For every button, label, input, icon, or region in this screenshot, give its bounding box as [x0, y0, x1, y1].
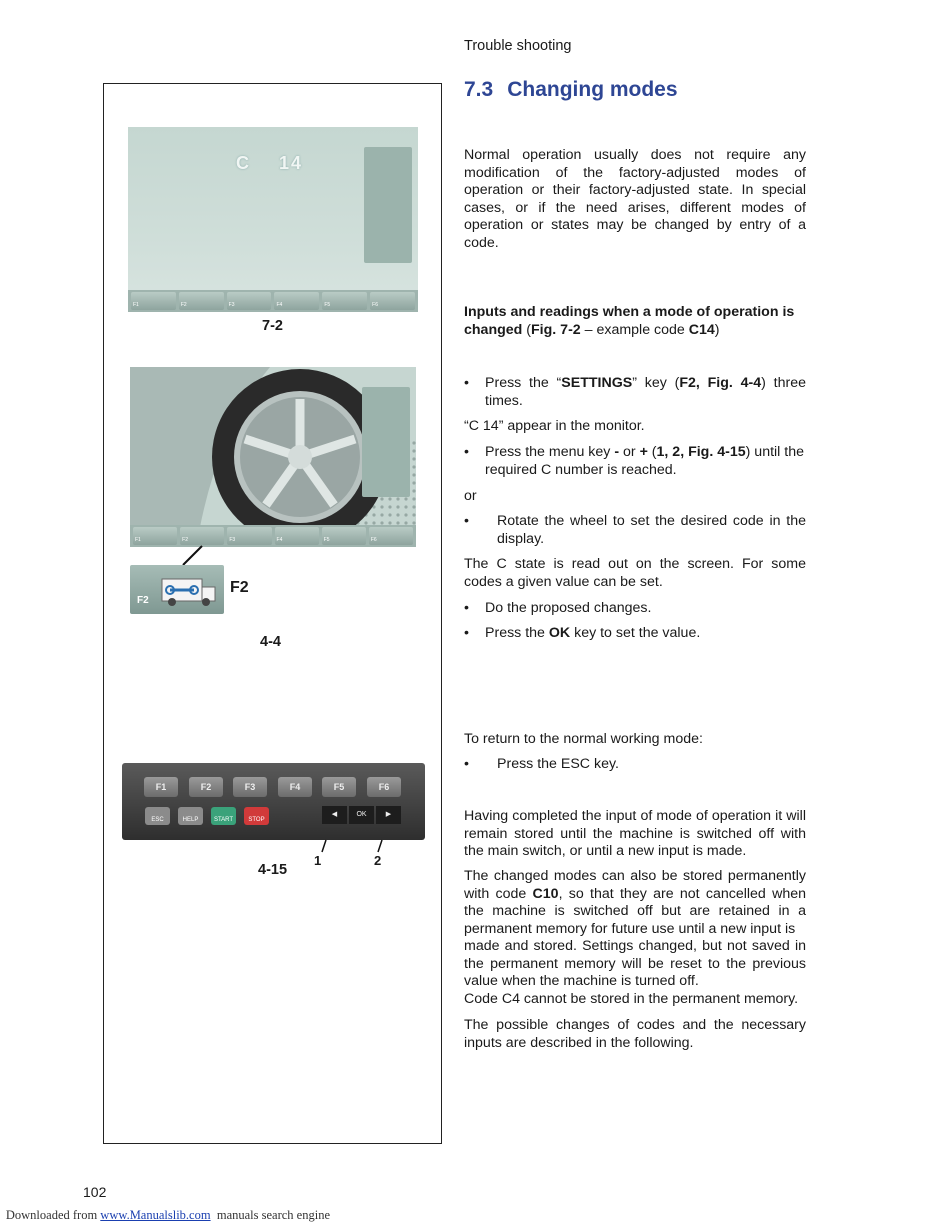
keypad-callout-lines — [318, 838, 388, 854]
callout-line — [180, 545, 206, 567]
keypad-f2-key: F2 — [189, 777, 223, 797]
step1-key: SETTINGS — [561, 375, 633, 391]
keypad-f4-key: F4 — [278, 777, 312, 797]
section-number: 7.3 — [464, 78, 494, 101]
step2-minus: - — [614, 444, 620, 460]
footer-watermark — [0, 1208, 330, 1223]
bullet: • — [464, 625, 469, 641]
or-text: or — [464, 488, 477, 504]
screen-f2-label: F2 — [180, 302, 187, 308]
screen2-f5-label: F5 — [323, 537, 330, 543]
screen2-f2-key — [180, 527, 224, 545]
perm-code: C10 — [532, 885, 559, 902]
screen2-function-bar — [130, 525, 416, 547]
perm-post: , so that they are not cancelled when the machine is switched off but are retained in a permanent memory for future use until a new input is — [464, 885, 806, 937]
step2-plus: + — [639, 444, 648, 460]
keypad-plus-key: ▶ — [376, 806, 401, 824]
bullet: • — [464, 444, 469, 460]
subheading — [464, 304, 806, 339]
callout-2: 2 — [374, 853, 382, 868]
screen-f1-label: F1 — [133, 302, 139, 308]
step-esc — [464, 756, 806, 774]
keypad-ok-key: OK — [349, 806, 374, 824]
step-menu-key — [464, 444, 806, 479]
screen2-f3-label: F3 — [229, 537, 236, 543]
perm-line3: Code C4 cannot be stored in the permanent memory. — [464, 990, 799, 1007]
keypad-start-key: START — [211, 807, 236, 825]
screen2-f4-label: F4 — [276, 537, 283, 543]
step2-ref: 1, 2, Fig. 4-15 — [656, 444, 746, 460]
screen-f4-label: F4 — [276, 302, 283, 308]
screen-f3-label: F3 — [228, 302, 235, 308]
page-number: 102 — [83, 1184, 107, 1200]
subheading-bold: Inputs and readings when a mode of operation is changed — [464, 304, 795, 338]
figure-label-7-2: 7-2 — [262, 318, 283, 334]
keypad-f1-key: F1 — [144, 777, 178, 797]
figure-label-4-15: 4-15 — [258, 862, 288, 878]
stored-paragraph: Having completed the input of mode of operation it will remain stored until the machine is switched off with the main switch, or until a new input is made. — [464, 808, 806, 859]
screen-f5-key — [322, 292, 367, 310]
keypad-f3-key: F3 — [233, 777, 267, 797]
footer-post: manuals search engine — [210, 1208, 330, 1222]
monitor-screen-wheel — [130, 367, 416, 547]
settings-key-label: F2 — [137, 595, 149, 606]
step5-key: OK — [548, 625, 571, 641]
perm-pre: The changed modes can also be stored permanently with code — [464, 868, 806, 902]
screen-f2-key — [179, 292, 224, 310]
section-title-text: Changing modes — [507, 78, 678, 101]
step3-text: Rotate the wheel to set the desired code in the display. — [497, 513, 806, 547]
step6-text: Press the ESC key. — [497, 756, 619, 772]
keypad-esc-key: ESC — [145, 807, 170, 825]
bullet: • — [464, 756, 469, 772]
step1-mid: ” key ( — [632, 375, 680, 391]
keypad-f5-key: F5 — [322, 777, 356, 797]
keypad-help-key: HELP — [178, 807, 203, 825]
step2-open: ( — [647, 444, 657, 460]
screen-f3-key — [227, 292, 272, 310]
subheading-mid: – example code — [580, 321, 689, 338]
screen-f6-key — [370, 292, 415, 310]
step2-post: ) until the required C number is reached. — [485, 444, 804, 478]
screen2-f6-label: F6 — [370, 537, 377, 543]
settings-key-zoom — [130, 565, 224, 614]
page-header: Trouble shooting — [464, 38, 572, 54]
subheading-code: C14 — [688, 321, 715, 338]
screen2-f4-key — [275, 527, 319, 545]
screen2-f3-key — [227, 527, 271, 545]
step5-post: key to set the value. — [570, 625, 701, 641]
screen2-side-panel — [362, 387, 410, 497]
manualslib-link[interactable]: www.Manualslib.com — [100, 1208, 211, 1222]
bullet: • — [464, 375, 469, 391]
screen2-f2-label: F2 — [182, 537, 189, 543]
callout-f2-label: F2 — [230, 579, 249, 596]
callout-1: 1 — [314, 853, 322, 868]
monitor-screen-code — [128, 127, 418, 312]
step2-or: or — [619, 444, 640, 460]
screen-function-bar — [128, 290, 418, 312]
screen2-f1-key — [133, 527, 177, 545]
screen2-f5-key — [322, 527, 366, 545]
return-text: To return to the normal working mode: — [464, 731, 703, 747]
screen2-f6-key — [369, 527, 413, 545]
screen-side-panel — [364, 147, 412, 263]
bullet: • — [464, 513, 469, 529]
step-settings — [464, 375, 806, 410]
step1-pre: Press the “ — [485, 375, 562, 391]
figure-label-4-4: 4-4 — [260, 634, 281, 650]
possible-paragraph: The possible changes of codes and the necessary inputs are described in the following. — [464, 1017, 806, 1051]
step-rotate — [464, 513, 806, 548]
subheading-fig-ref: Fig. 7-2 — [531, 321, 581, 338]
screen-f1-key — [131, 292, 176, 310]
step5-pre: Press the — [485, 625, 549, 641]
subheading-paren-open: ( — [522, 321, 532, 338]
screen-f5-label: F5 — [324, 302, 331, 308]
footer-pre: Downloaded from — [5, 1208, 101, 1222]
keypad-f6-key: F6 — [367, 777, 401, 797]
section-title — [464, 78, 678, 102]
subheading-paren-close: ) — [714, 321, 720, 338]
control-keypad — [122, 763, 425, 840]
service-truck-icon — [160, 573, 218, 607]
intro-paragraph: Normal operation usually does not require any modification of the factory-adjusted modes of operation or their factory-adjusted state. In special cases, or if the need arises, different modes of operation or states may be changed by entry of a code. — [464, 147, 806, 251]
keypad-stop-key: STOP — [244, 807, 269, 825]
step1-post: ) three times. — [485, 375, 806, 409]
step-proposed — [464, 600, 806, 618]
permanent-paragraph — [464, 868, 806, 1008]
step-ok — [464, 625, 806, 643]
perm-line2: made and stored. Settings changed, but not saved in the permanent memory will be reset to the previous value when the machine is turned off. — [464, 938, 806, 989]
screen-f4-key — [274, 292, 319, 310]
step4-text: Do the proposed changes. — [485, 600, 652, 616]
keypad-minus-key: ◀ — [322, 806, 347, 824]
appear-text: “C 14” appear in the monitor. — [464, 418, 645, 434]
step1-ref: F2, Fig. 4-4 — [679, 375, 762, 391]
cstate-text: The C state is read out on the screen. For some codes a given value can be set. — [464, 556, 806, 590]
bullet: • — [464, 600, 469, 616]
screen-code-text: C 14 — [236, 153, 304, 173]
screen-f6-label: F6 — [372, 302, 378, 308]
step2-pre: Press the menu key — [485, 444, 615, 460]
screen2-f1-label: F1 — [135, 537, 141, 543]
